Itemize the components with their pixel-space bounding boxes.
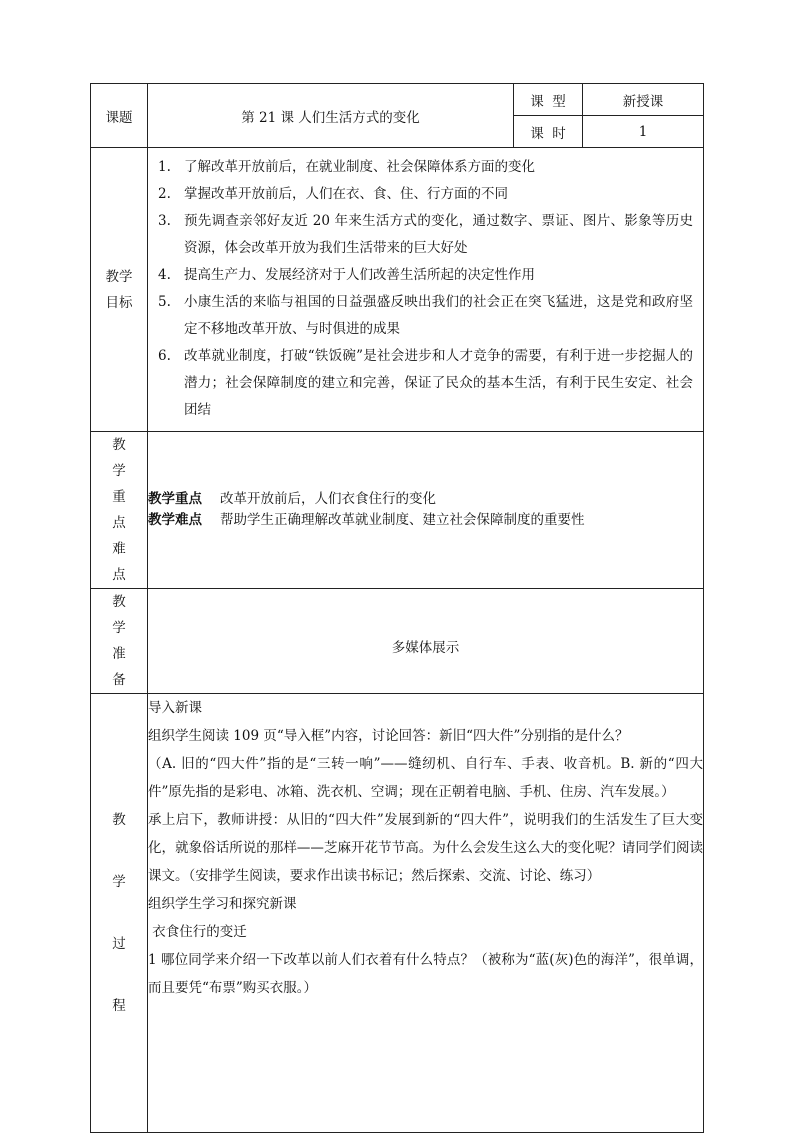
- process-paragraph: 组织学生阅读 109 页“导入框”内容，讨论回答：新旧“四大件”分别指的是什么？: [148, 728, 629, 744]
- objective-item: [158, 181, 693, 208]
- objectives-label-line1: 教学: [105, 268, 133, 285]
- process-content: [148, 694, 704, 1133]
- process-label: [91, 694, 148, 1133]
- preparation-label-line2: 准备: [112, 646, 138, 688]
- objectives-row: [91, 148, 704, 432]
- difficulty-label: 教学难点: [148, 512, 202, 528]
- preparation-row: [91, 589, 704, 694]
- objective-text: 小康生活的来临与祖国的日益强盛反映出我们的社会正在突飞猛进，这是党和政府坚定不移地改革开放、与时俱进的成果: [184, 294, 693, 337]
- process-row: [91, 694, 704, 1133]
- topic-value: 第 21 课 人们生活方式的变化: [148, 84, 514, 148]
- process-label-char: 学: [112, 874, 126, 890]
- objective-number: 1.: [158, 159, 171, 175]
- topic-label: 课题: [91, 84, 148, 148]
- objective-item: [158, 208, 693, 262]
- objective-number: 2.: [158, 186, 171, 202]
- key-points-label-line1: 教学: [112, 437, 138, 479]
- objectives-label: [91, 148, 148, 432]
- process-paragraph: 组织学生学习和探究新课: [148, 896, 297, 912]
- focus-text: 改革开放前后，人们衣食住行的变化: [220, 491, 436, 507]
- preparation-label-line1: 教学: [112, 594, 138, 636]
- objective-text: 掌握改革开放前后，人们在衣、食、住、行方面的不同: [184, 186, 508, 202]
- preparation-label: [91, 589, 148, 694]
- objective-text: 提高生产力、发展经济对于人们改善生活所起的决定性作用: [184, 267, 535, 283]
- process-label-char: 教: [112, 812, 126, 828]
- lesson-type-value: 新授课: [583, 84, 704, 116]
- objective-number: 6.: [158, 348, 171, 364]
- objectives-content: [148, 148, 704, 432]
- lesson-plan-table: [90, 83, 704, 1133]
- lesson-hours-value: 1: [583, 116, 704, 148]
- lesson-type-label: 课 型: [514, 84, 583, 116]
- key-points-label-line2: 重点: [112, 489, 138, 531]
- topic-row: [91, 84, 704, 116]
- objective-number: 5.: [158, 294, 171, 310]
- objective-text: 了解改革开放前后，在就业制度、社会保障体系方面的变化: [184, 159, 535, 175]
- focus-line: [148, 489, 703, 510]
- process-label-char: 程: [112, 998, 126, 1014]
- objective-item: [158, 154, 693, 181]
- difficulty-line: [148, 510, 703, 531]
- objective-number: 4.: [158, 267, 171, 283]
- objective-number: 3.: [158, 213, 171, 229]
- process-paragraph: （A. 旧的“四大件”指的是“三转一响”——缝纫机、自行车、手表、收音机。B. 新的“四大件”原先指的是彩电、冰箱、洗衣机、空调；现在正朝着电脑、手机、住房、汽车发展。）: [148, 756, 703, 800]
- process-paragraph: 1 哪位同学来介绍一下改革以前人们衣着有什么特点？（被称为“蓝(灰)色的海洋”，很单调，而且要凭“布票”购买衣服。）: [148, 952, 703, 996]
- key-points-row: [91, 432, 704, 589]
- process-label-char: 过: [112, 936, 126, 952]
- objective-text: 预先调查亲邻好友近 20 年来生活方式的变化，通过数字、票证、图片、影象等历史资源，体会改革开放为我们生活带来的巨大好处: [184, 213, 693, 256]
- objective-item: [158, 289, 693, 343]
- preparation-value: 多媒体展示: [148, 589, 704, 694]
- key-points-label-line3: 难点: [112, 541, 138, 583]
- focus-label: 教学重点: [148, 491, 202, 507]
- objective-item: [158, 343, 693, 424]
- objectives-list: [148, 148, 703, 426]
- key-points-label: [91, 432, 148, 589]
- process-paragraph: 衣食住行的变迁: [148, 924, 247, 940]
- objective-item: [158, 262, 693, 289]
- lesson-hours-label: 课 时: [514, 116, 583, 148]
- difficulty-text: 帮助学生正确理解改革就业制度、建立社会保障制度的重要性: [220, 512, 585, 528]
- process-paragraph: 导入新课: [148, 700, 202, 716]
- objectives-label-line2: 目标: [105, 294, 133, 311]
- process-paragraph: 承上启下，教师讲授：从旧的“四大件”发展到新的“四大件”，说明我们的生活发生了巨大变化，就象俗话所说的那样——芝麻开花节节高。为什么会发生这么大的变化呢？请同学们阅读课文。（安排学生阅读，要求作出读书标记；然后探索、交流、讨论、练习）: [148, 812, 703, 884]
- key-points-content: [148, 432, 704, 589]
- objective-text: 改革就业制度，打破“铁饭碗”是社会进步和人才竞争的需要，有利于进一步挖掘人的潜力；社会保障制度的建立和完善，保证了民众的基本生活，有利于民生安定、社会团结: [184, 348, 693, 418]
